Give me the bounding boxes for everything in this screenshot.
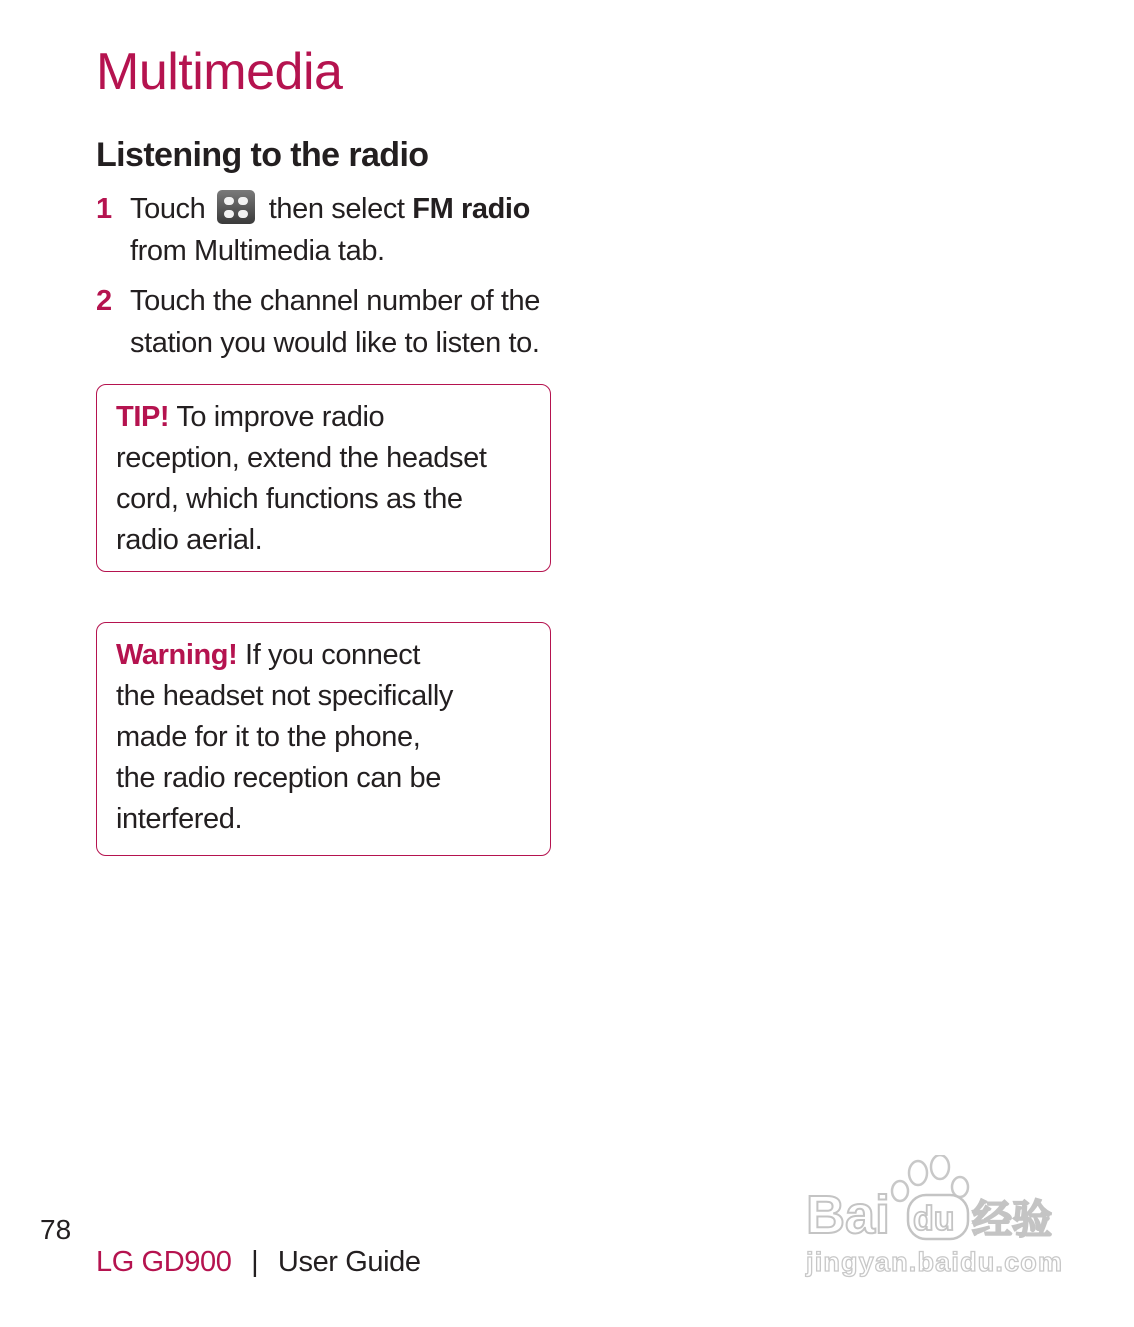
tip-box (96, 384, 551, 572)
warning-label: Warning! (116, 639, 238, 671)
svg-text:du: du (913, 1200, 955, 1238)
step-1 (96, 188, 566, 272)
step-text: from Multimedia tab. (130, 235, 385, 267)
tip-text: reception, extend the headset (116, 442, 487, 474)
warning-box (96, 622, 551, 856)
footer-model: LG GD900 (96, 1246, 232, 1278)
tip-text: cord, which functions as the (116, 483, 463, 515)
step-text: Touch the channel number of the (130, 285, 540, 317)
step-text: Touch (130, 193, 206, 225)
warning-text: the radio reception can be (116, 762, 441, 794)
footer-separator: | (251, 1246, 259, 1278)
step-number: 2 (96, 285, 112, 317)
svg-text:Bai: Bai (806, 1185, 891, 1245)
page-number: 78 (40, 1214, 72, 1245)
tip-text: radio aerial. (116, 524, 263, 556)
svg-text:经验: 经验 (972, 1197, 1052, 1243)
section-heading: Listening to the radio (96, 136, 429, 174)
warning-text: interfered. (116, 803, 243, 835)
warning-text: If you connect (245, 639, 421, 671)
apps-grid-icon (217, 190, 255, 224)
footer-guide: User Guide (277, 1246, 421, 1278)
menu-item-fm-radio: FM radio (412, 193, 530, 225)
warning-text: the headset not specifically (116, 680, 454, 712)
step-text: then select (268, 193, 405, 225)
page-title: Multimedia (96, 43, 343, 101)
step-2 (96, 280, 566, 364)
step-text: station you would like to listen to. (130, 327, 540, 359)
watermark-url: jingyan.baidu.com (806, 1247, 1062, 1277)
footer (96, 1246, 421, 1279)
tip-label: TIP! (116, 401, 170, 433)
tip-text: To improve radio (176, 401, 385, 433)
warning-text: made for it to the phone, (116, 721, 421, 753)
baidu-jingyan-watermark (800, 1155, 1070, 1285)
step-number: 1 (96, 193, 112, 225)
